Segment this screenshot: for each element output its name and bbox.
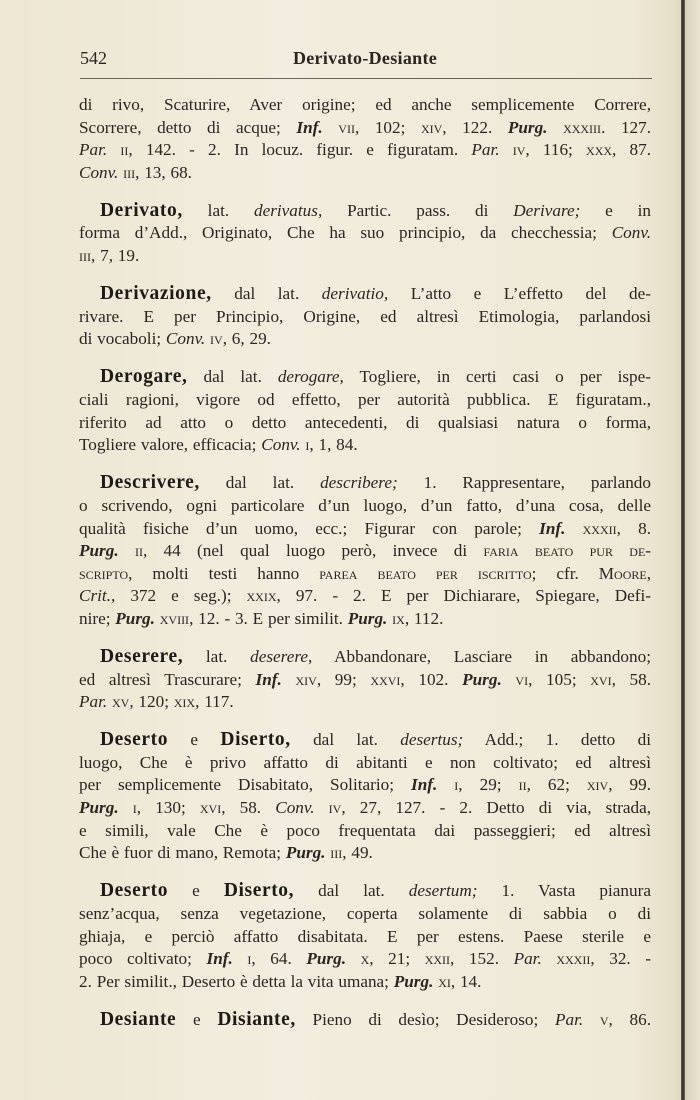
text-segment: per semplicemente Disabitato, Solitario;	[79, 775, 411, 795]
text-segment: 1. Vasta pianura	[477, 881, 651, 901]
headword: Derivato,	[100, 199, 183, 221]
text-line	[79, 903, 651, 926]
text-segment: ghiaja, e perciò affatto disabitata. E per estens. Paese sterile e	[79, 926, 651, 946]
text-segment: . 127.	[601, 117, 651, 137]
text-line	[79, 540, 651, 563]
text-segment: , 99.	[608, 775, 651, 795]
text-segment: , 29;	[458, 775, 519, 795]
work-citation: Inf.	[255, 669, 282, 689]
italic-text: Par.	[554, 1009, 584, 1029]
small-caps-text: i	[437, 775, 459, 795]
small-caps-text: i	[300, 435, 310, 455]
text-segment: Abbandonare, Lasciare in abbandono;	[312, 646, 651, 666]
italic-text: Conv.	[611, 223, 651, 243]
text-segment: , 86.	[608, 1009, 651, 1029]
work-citation: Inf.	[206, 949, 233, 969]
page-header	[80, 48, 650, 72]
text-segment: , 152.	[450, 949, 514, 969]
small-caps-text: xxxii	[541, 949, 591, 969]
work-citation: Purg.	[462, 669, 502, 689]
dictionary-entry	[79, 366, 651, 456]
work-citation: Purg.	[79, 798, 119, 818]
text-segment: dal lat.	[290, 730, 401, 750]
text-line	[79, 774, 651, 797]
text-segment: qualità fisiche d’un uomo, ecc.; Figurar con parole;	[79, 518, 540, 538]
small-caps-text: i	[118, 798, 137, 818]
small-caps-text: ii	[107, 140, 129, 160]
small-caps-text: xvi	[590, 669, 612, 689]
text-segment: , 99;	[316, 669, 371, 689]
text-segment: , 21;	[369, 949, 425, 969]
italic-text: desertum;	[408, 881, 478, 901]
italic-text: Par.	[79, 692, 108, 712]
text-segment: L’atto e L’effetto del de-	[388, 284, 651, 304]
dictionary-entry	[79, 880, 651, 993]
text-segment: forma d’Add., Originato, Che ha suo principio, da checchessia;	[79, 223, 612, 243]
headword: Deserere,	[100, 645, 184, 667]
text-line	[79, 412, 651, 435]
text-segment: 1. Rappresentare, parlando	[397, 473, 651, 493]
text-segment: , 32. -	[590, 949, 651, 969]
text-segment: dal lat.	[211, 284, 322, 304]
text-segment: , 6, 29.	[222, 329, 271, 349]
text-line	[79, 222, 651, 245]
small-caps-text: iii	[79, 246, 91, 266]
text-segment: e simili, vale Che è poco frequentata dai passeggieri; ed altresì	[79, 820, 651, 840]
text-line	[79, 646, 651, 669]
work-citation: Inf.	[539, 518, 566, 538]
italic-text: Par.	[79, 140, 108, 160]
text-line	[79, 563, 651, 586]
text-line	[79, 608, 651, 631]
italic-text: derivatus,	[253, 200, 323, 220]
work-citation: Purg.	[347, 608, 388, 628]
text-segment: , 120;	[129, 692, 174, 712]
entry-continuation	[79, 94, 651, 184]
text-line	[79, 245, 651, 268]
small-caps-text: iii	[118, 162, 136, 182]
text-line	[79, 306, 651, 329]
text-segment: , 44 (nel qual luogo però, invece di	[142, 541, 484, 561]
text-segment: Togliere, in certi casi o per ispe-	[343, 367, 651, 387]
text-line	[79, 752, 651, 775]
italic-text: Par.	[513, 949, 542, 969]
running-title: Derivato-Desiante	[292, 48, 438, 68]
italic-text: Derivare;	[513, 200, 581, 220]
headword: Disiante,	[217, 1008, 296, 1030]
small-caps-text: xxxiii	[547, 117, 602, 137]
small-caps-text: xiv	[281, 669, 317, 689]
text-segment: , 7, 19.	[91, 246, 140, 266]
small-caps-text: i	[232, 949, 252, 969]
headword: Diserto,	[223, 880, 295, 902]
book-binding-gutter	[681, 0, 685, 1100]
text-segment: ed altresì Trascurare;	[79, 669, 256, 689]
small-caps-text: vii	[322, 117, 355, 137]
italic-text: Conv.	[275, 798, 315, 818]
italic-text: Conv.	[165, 329, 206, 349]
italic-text: describere;	[320, 473, 398, 493]
text-segment: , 62;	[526, 775, 587, 795]
adjacent-page-edge	[685, 0, 700, 1100]
italic-text: Crit.,	[79, 586, 116, 606]
text-segment: , 102.	[400, 669, 463, 689]
small-caps-text: iv	[314, 798, 342, 818]
text-segment: 372 e seg.);	[115, 586, 247, 606]
text-segment: Pieno di desìo; Desideroso;	[295, 1009, 555, 1029]
text-line	[79, 842, 651, 865]
text-segment: , 87.	[612, 140, 651, 160]
text-segment: e	[168, 881, 224, 901]
text-segment: , 122.	[442, 117, 508, 137]
text-segment: e	[168, 730, 221, 750]
text-segment: rivare. E per Principio, Origine, ed altresì Etimologia, parlandosi	[79, 306, 651, 326]
page-number: 542	[80, 48, 107, 68]
dictionary-entry	[79, 472, 651, 630]
text-line	[79, 200, 651, 223]
text-line	[79, 328, 651, 351]
text-segment: ,	[646, 563, 651, 583]
text-segment: , molti testi hanno	[128, 563, 320, 583]
small-caps-text: xiv	[586, 775, 609, 795]
text-segment: dal lat.	[294, 881, 409, 901]
text-line	[79, 139, 651, 162]
small-caps-text: xxix	[246, 586, 277, 606]
headword: Diserto,	[220, 729, 291, 751]
small-caps-text: v	[583, 1009, 609, 1029]
text-line	[79, 926, 651, 949]
text-segment: e	[176, 1009, 218, 1029]
small-caps-text: xvi	[199, 798, 222, 818]
work-citation: Inf.	[296, 117, 323, 137]
text-segment: , 97. - 2. E per Dichiarare, Spiegare, Defi-	[276, 586, 651, 606]
small-caps-text: ii	[518, 775, 527, 795]
headword: Derivazione,	[100, 283, 212, 305]
text-segment: Partic. pass. di	[322, 200, 514, 220]
text-segment: luogo, Che è privo affatto di abitanti e non coltivato; ed altresì	[79, 752, 651, 772]
small-caps-text: xiv	[420, 117, 443, 137]
italic-text: deserere,	[250, 646, 313, 666]
text-segment: poco coltivato;	[79, 949, 207, 969]
small-caps-text: xxvi	[370, 669, 401, 689]
text-segment: , 116;	[525, 140, 587, 160]
dictionary-entry	[79, 200, 651, 268]
text-line	[79, 283, 651, 306]
work-citation: Purg.	[285, 843, 326, 863]
small-caps-text: ix	[387, 608, 405, 628]
text-segment: lat.	[182, 200, 254, 220]
small-caps-text: xxxii	[565, 518, 617, 538]
text-segment: lat.	[183, 646, 251, 666]
italic-text: Par.	[471, 140, 500, 160]
headword: Descrivere,	[100, 472, 200, 494]
text-segment: , 1, 84.	[309, 435, 358, 455]
dictionary-entry	[79, 646, 651, 714]
text-segment: ; cfr.	[531, 563, 599, 583]
header-rule	[80, 78, 652, 79]
text-segment: Togliere valore, efficacia;	[79, 435, 262, 455]
text-line	[79, 1009, 651, 1032]
text-line	[79, 729, 651, 752]
text-line	[79, 797, 651, 820]
text-line	[79, 94, 651, 117]
text-segment: dal lat.	[187, 367, 278, 387]
work-citation: Purg.	[306, 949, 346, 969]
small-caps-text: xxx	[586, 140, 613, 160]
small-caps-text: Moore	[598, 563, 647, 583]
text-line	[79, 117, 651, 140]
text-segment: , 49.	[342, 843, 373, 863]
text-line	[79, 691, 651, 714]
text-line	[79, 971, 651, 994]
headword: Derogare,	[100, 366, 188, 388]
text-segment: , 105;	[528, 669, 591, 689]
work-citation: Purg.	[393, 971, 434, 991]
text-line	[79, 948, 651, 971]
text-segment: , 112.	[404, 608, 444, 628]
small-caps-text: ii	[118, 541, 143, 561]
dictionary-body	[79, 94, 651, 1047]
text-line	[79, 585, 651, 608]
text-segment: , 142. - 2. In locuz. figur. e figuratam.	[128, 140, 472, 160]
text-segment: , 27, 127. - 2. Detto di via, strada,	[341, 798, 651, 818]
text-segment: , 117.	[195, 692, 234, 712]
small-caps-text: iv	[205, 329, 223, 349]
work-citation: Inf.	[411, 775, 438, 795]
small-caps-text: x	[346, 949, 370, 969]
small-caps-text: vi	[501, 669, 529, 689]
text-segment: Add.; 1. detto di	[463, 730, 651, 750]
italic-text: derogare,	[277, 367, 344, 387]
text-segment: , 12. - 3. E per similit.	[189, 608, 348, 628]
small-caps-text: iii	[325, 843, 343, 863]
small-caps-text: xviii	[154, 608, 190, 628]
text-line	[79, 162, 651, 185]
small-caps-text: faria beato pur de-	[483, 541, 651, 561]
work-citation: Purg.	[79, 541, 119, 561]
small-caps-text: parea beato per iscritto	[319, 563, 532, 583]
text-line	[79, 495, 651, 518]
text-line	[79, 434, 651, 457]
small-caps-text: iv	[499, 140, 526, 160]
text-segment: nire;	[79, 608, 116, 628]
text-line	[79, 389, 651, 412]
small-caps-text: xxii	[424, 949, 451, 969]
text-line	[79, 820, 651, 843]
small-caps-text: xix	[173, 692, 196, 712]
work-citation: Purg.	[115, 608, 155, 628]
text-segment: , 64.	[251, 949, 307, 969]
text-segment: , 8.	[616, 518, 651, 538]
text-segment: di rivo, Scaturire, Aver origine; ed anche semplicemente Correre,	[79, 95, 651, 114]
text-segment: riferito ad atto o detto antecedenti, di qualsiasi natura o forma,	[79, 412, 651, 432]
dictionary-entry	[79, 283, 651, 351]
headword: Desiante	[100, 1008, 177, 1030]
text-segment: , 58.	[611, 669, 651, 689]
text-segment: Scorrere, detto di acque;	[79, 117, 297, 137]
text-segment: senz’acqua, senza vegetazione, coperta solamente di sabbia o di	[79, 903, 651, 923]
text-segment: , 58.	[221, 798, 276, 818]
text-segment: di vocaboli;	[79, 329, 166, 349]
text-segment: Che è fuor di mano, Remota;	[79, 843, 286, 863]
small-caps-text: xv	[107, 692, 130, 712]
text-segment: ciali ragioni, vigore od effetto, per autorità pubblica. E figuratam.,	[79, 390, 651, 410]
text-segment: , 102;	[354, 117, 421, 137]
text-segment: 2. Per similit., Deserto è detta la vita umana;	[79, 971, 394, 991]
work-citation: Purg.	[507, 117, 548, 137]
text-line	[79, 518, 651, 541]
dictionary-entry	[79, 1009, 651, 1032]
text-segment: o scrivendo, ogni particolare d’un luogo, d’un fatto, d’una cosa, delle	[79, 495, 651, 515]
italic-text: desertus;	[400, 730, 464, 750]
small-caps-text: scripto	[79, 563, 129, 583]
text-line	[79, 472, 651, 495]
text-segment: dal lat.	[199, 473, 321, 493]
italic-text: derivatio,	[321, 284, 389, 304]
dictionary-entry	[79, 729, 651, 865]
text-segment: e in	[580, 200, 651, 220]
text-segment: , 130;	[136, 798, 200, 818]
text-line	[79, 669, 651, 692]
italic-text: Conv.	[261, 435, 301, 455]
italic-text: Conv.	[79, 162, 119, 182]
small-caps-text: xi	[433, 971, 451, 991]
text-segment: , 14.	[450, 971, 482, 991]
headword: Deserto	[100, 880, 169, 902]
text-line	[79, 880, 651, 903]
headword: Deserto	[100, 729, 169, 751]
text-line	[79, 366, 651, 389]
text-segment: , 13, 68.	[135, 162, 192, 182]
